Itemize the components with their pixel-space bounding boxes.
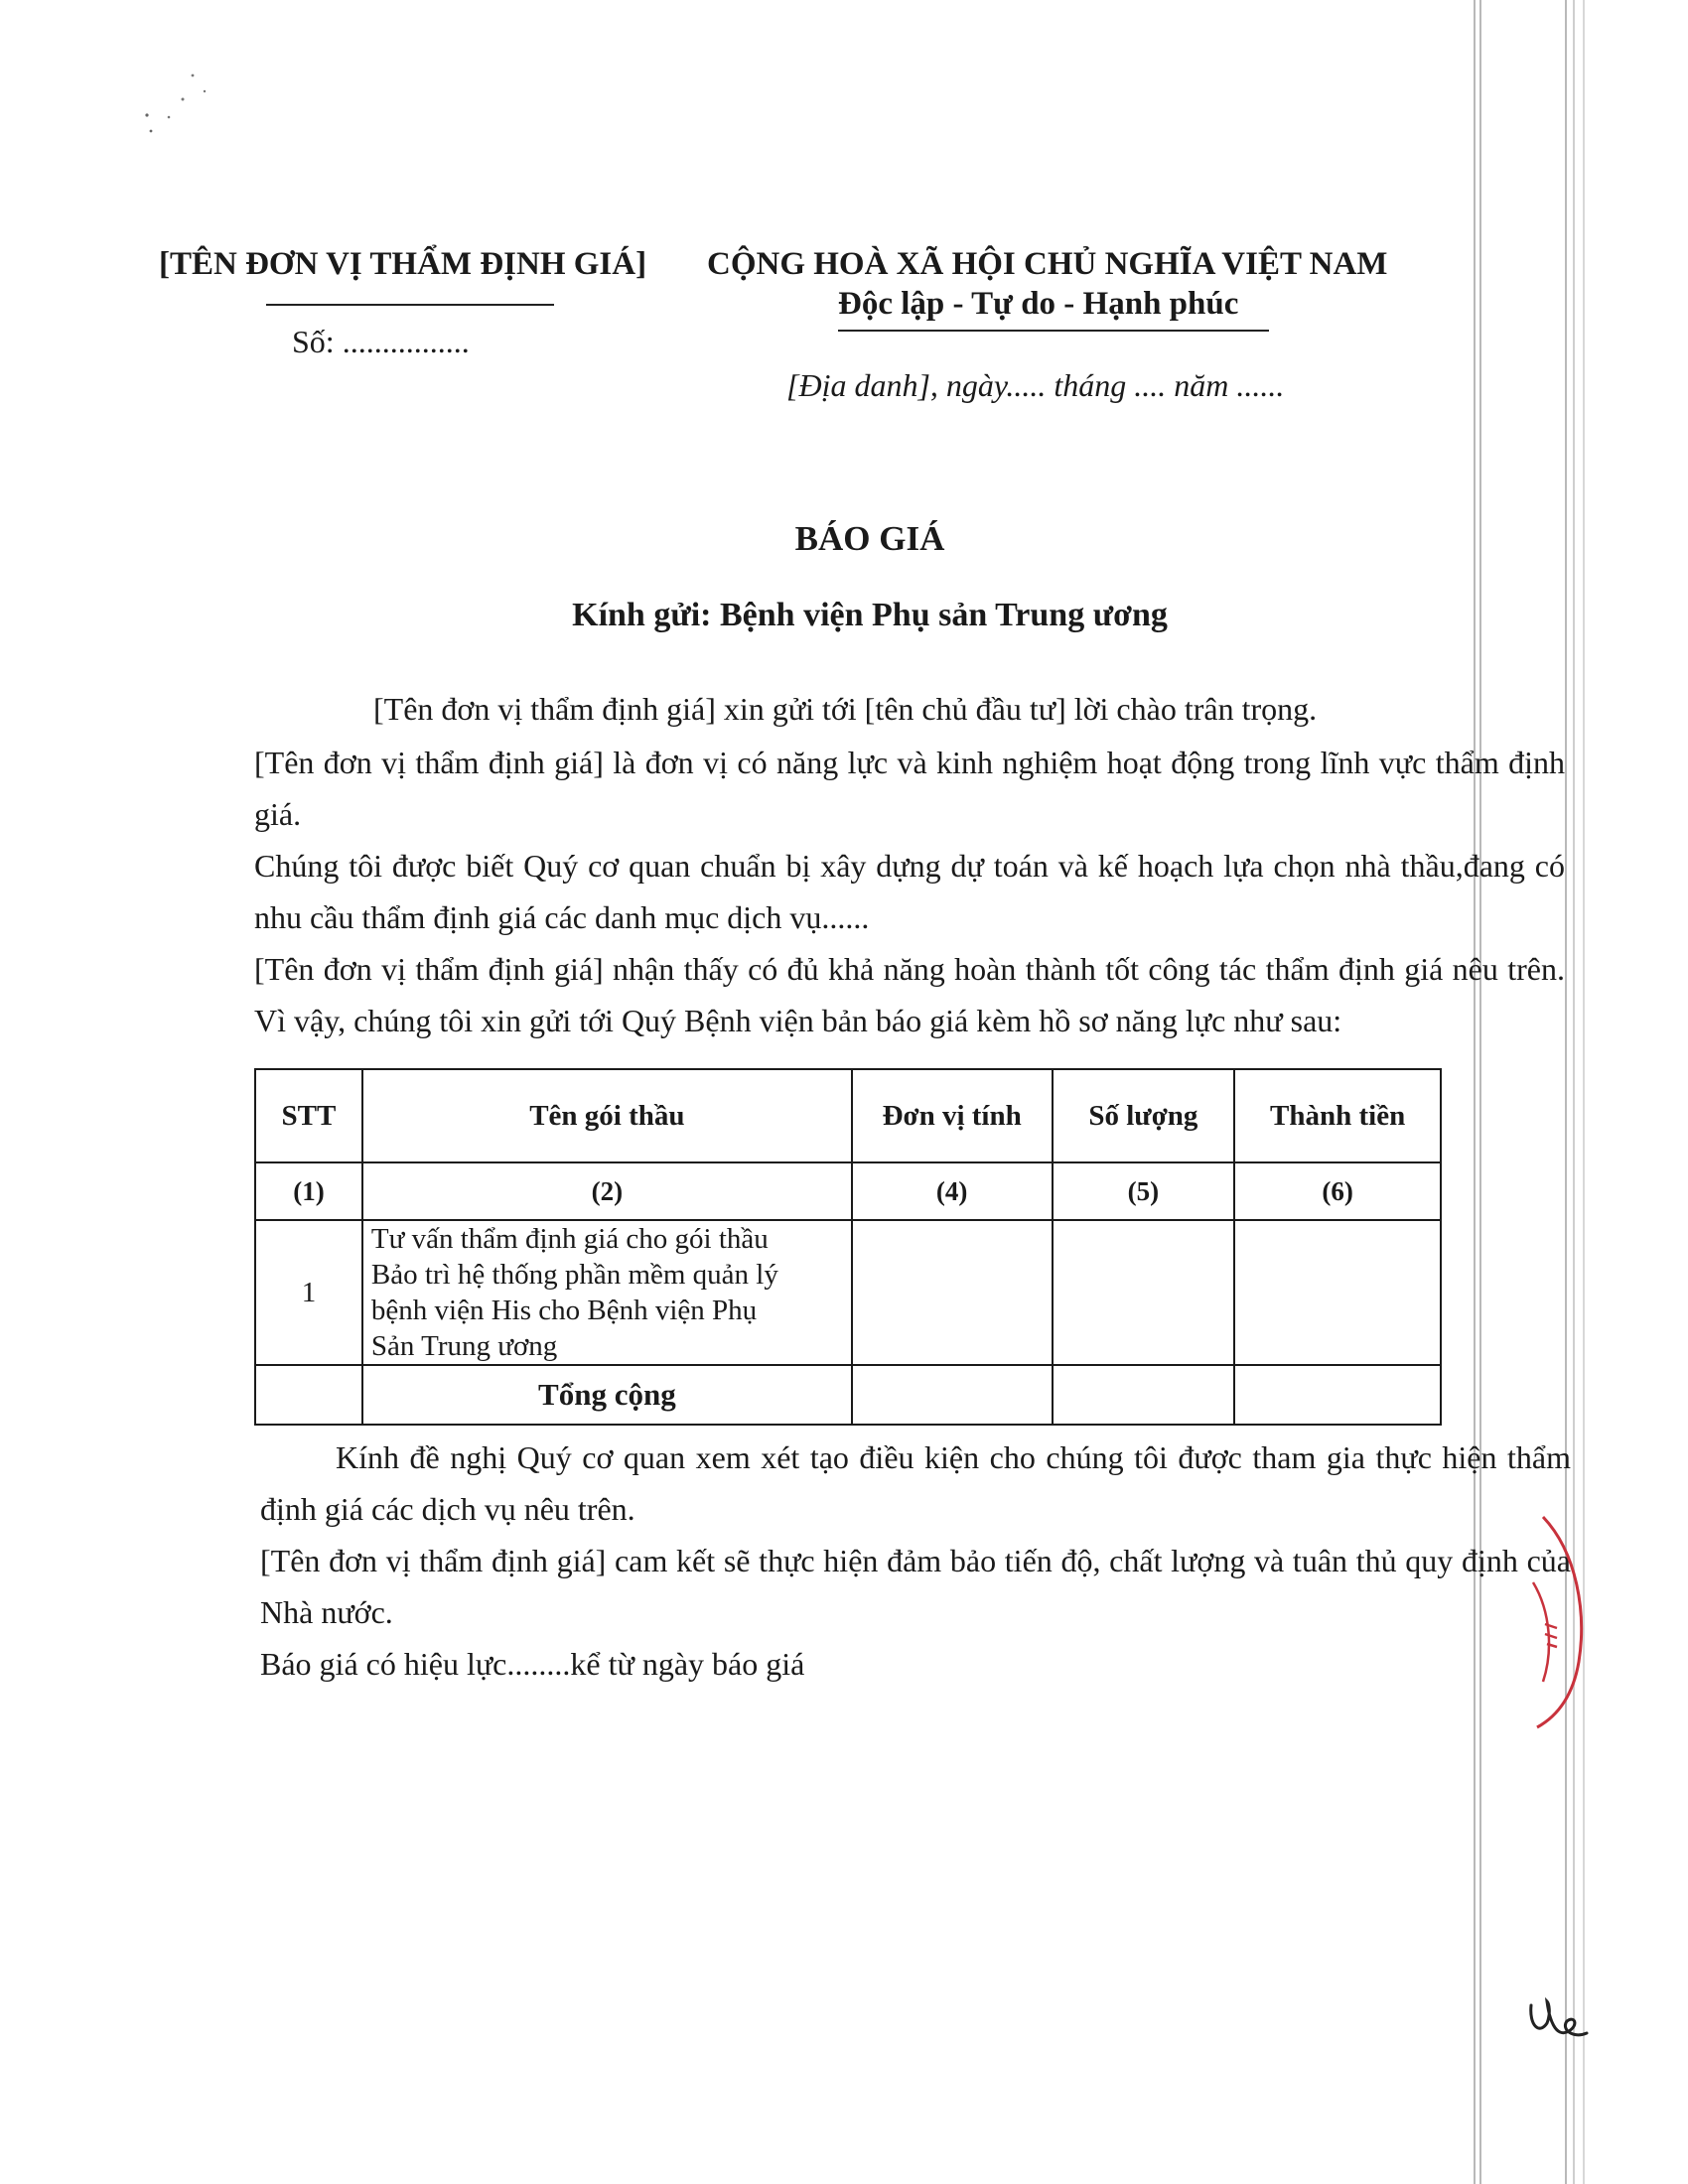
total-empty-cell bbox=[1053, 1365, 1235, 1425]
row-package-description bbox=[362, 1220, 852, 1365]
row-quantity bbox=[1053, 1220, 1235, 1365]
column-number: (5) bbox=[1053, 1162, 1235, 1220]
intro-paragraph-4: [Tên đơn vị thẩm định giá] nhận thấy có đủ khả năng hoàn thành tốt công tác thẩm định giá nêu trên. Vì vậy, chúng tôi xin gửi tới Quý Bệnh viện bản báo giá kèm hồ sơ năng lực như sau: bbox=[254, 951, 1565, 1038]
header-cell-unit: Đơn vị tính bbox=[852, 1069, 1053, 1162]
column-number: (1) bbox=[255, 1162, 362, 1220]
motto-underline bbox=[838, 330, 1269, 332]
header-cell-package-name: Tên gói thầu bbox=[362, 1069, 852, 1162]
column-number: (2) bbox=[362, 1162, 852, 1220]
column-number: (6) bbox=[1234, 1162, 1441, 1220]
scan-edge-line bbox=[1565, 0, 1567, 2184]
column-number: (4) bbox=[852, 1162, 1053, 1220]
column-number-row bbox=[255, 1162, 1441, 1220]
national-motto: Độc lập - Tự do - Hạnh phúc bbox=[838, 286, 1239, 322]
organization-name: [TÊN ĐƠN VỊ THẨM ĐỊNH GIÁ] bbox=[159, 246, 647, 282]
scan-edge-line bbox=[1583, 0, 1585, 2184]
place-date-line: [Địa danh], ngày..... tháng .... năm ...... bbox=[786, 367, 1285, 403]
intro-paragraph-2: [Tên đơn vị thẩm định giá] là đơn vị có năng lực và kinh nghiệm hoạt động trong lĩnh vực thẩm định giá. bbox=[254, 745, 1565, 832]
total-empty-cell bbox=[852, 1365, 1053, 1425]
total-empty-cell bbox=[255, 1365, 362, 1425]
handwritten-initial bbox=[1525, 1995, 1595, 2055]
header-cell-quantity: Số lượng bbox=[1053, 1069, 1235, 1162]
description-line: Tư vấn thẩm định giá cho gói thầu bbox=[370, 1223, 769, 1255]
description-line: Sản Trung ương bbox=[370, 1330, 558, 1362]
description-line: Bảo trì hệ thống phần mềm quản lý bbox=[370, 1259, 778, 1291]
scan-edge-line bbox=[1479, 0, 1481, 2184]
header-cell-amount: Thành tiền bbox=[1234, 1069, 1441, 1162]
organization-underline bbox=[266, 304, 554, 306]
total-empty-cell bbox=[1234, 1365, 1441, 1425]
description-line: bệnh viện His cho Bệnh viện Phụ bbox=[370, 1295, 758, 1326]
scan-edge-line bbox=[1474, 0, 1476, 2184]
closing-paragraph-1: Kính đề nghị Quý cơ quan xem xét tạo điều kiện cho chúng tôi được tham gia thực hiện thẩm định giá các dịch vụ nêu trên. bbox=[260, 1439, 1571, 1527]
recipient-line: Kính gửi: Bệnh viện Phụ sản Trung ương bbox=[572, 597, 1168, 633]
row-amount bbox=[1234, 1220, 1441, 1365]
intro-paragraph-3: Chúng tôi được biết Quý cơ quan chuẩn bị xây dựng dự toán và kế hoạch lựa chọn nhà thầu,đang có nhu cầu thẩm định giá các danh mục dịch vụ...... bbox=[254, 848, 1565, 935]
document-title: BÁO GIÁ bbox=[794, 519, 945, 558]
row-unit bbox=[852, 1220, 1053, 1365]
scan-specks bbox=[131, 69, 220, 149]
row-stt: 1 bbox=[255, 1220, 362, 1365]
header-cell-stt: STT bbox=[255, 1069, 362, 1162]
table-row bbox=[255, 1220, 1441, 1365]
quotation-table bbox=[254, 1068, 1442, 1426]
total-label: Tổng cộng bbox=[362, 1365, 852, 1425]
validity-line: Báo giá có hiệu lực........kể từ ngày báo giá bbox=[260, 1646, 805, 1682]
red-seal-fragment bbox=[1507, 1513, 1597, 1731]
closing-paragraph-2: [Tên đơn vị thẩm định giá] cam kết sẽ thực hiện đảm bảo tiến độ, chất lượng và tuân thủ quy định của Nhà nước. bbox=[260, 1543, 1571, 1630]
document-number: Số: ................ bbox=[292, 324, 470, 359]
table-header-row bbox=[255, 1069, 1441, 1162]
total-row bbox=[255, 1365, 1441, 1425]
national-title: CỘNG HOÀ XÃ HỘI CHỦ NGHĨA VIỆT NAM bbox=[707, 246, 1388, 282]
intro-paragraph-1: [Tên đơn vị thẩm định giá] xin gửi tới [tên chủ đầu tư] lời chào trân trọng. bbox=[373, 691, 1318, 727]
scan-edge-line bbox=[1573, 0, 1575, 2184]
